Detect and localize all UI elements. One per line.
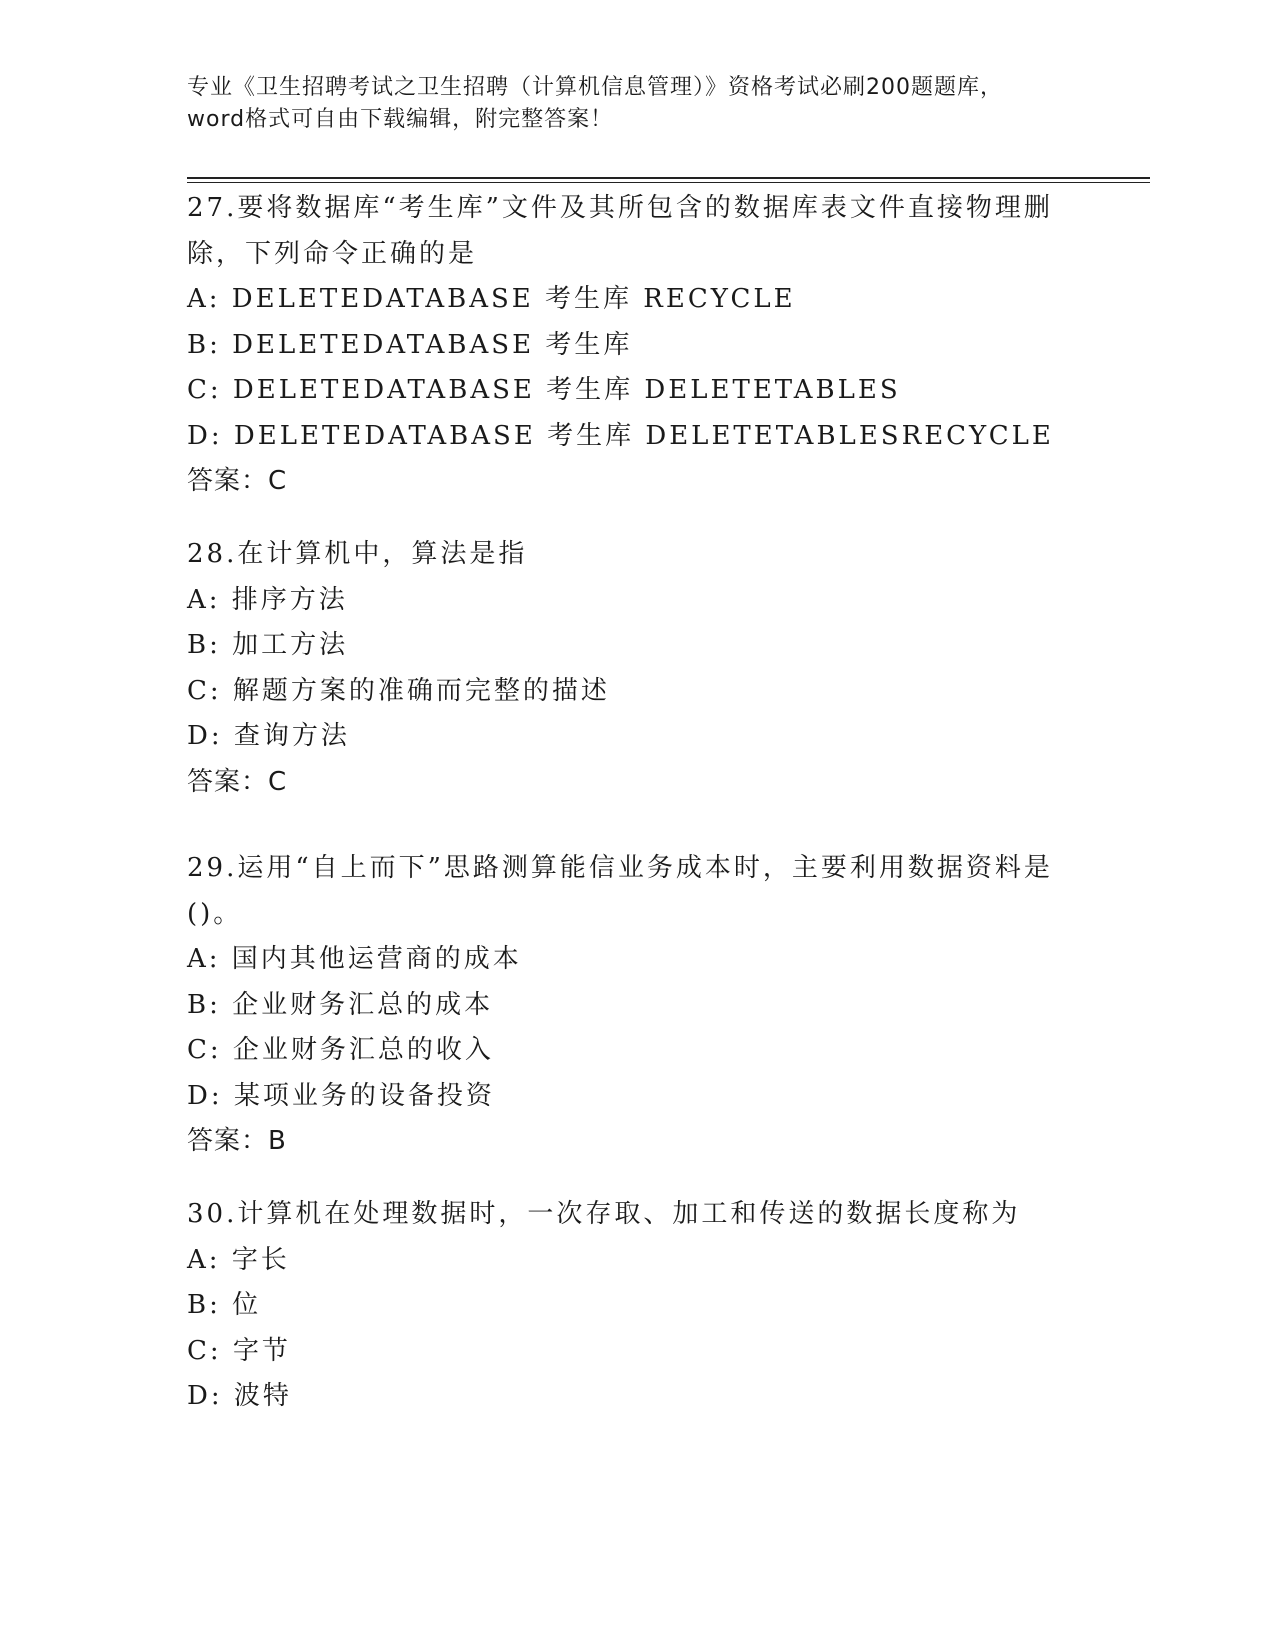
option-b: B: DELETEDATABASE 考生库	[187, 329, 633, 360]
header-divider-thin	[187, 182, 1150, 183]
question-29	[187, 846, 1087, 1165]
option-d: D: 某项业务的设备投资	[187, 1080, 495, 1111]
answer-value: C	[268, 766, 288, 797]
option-a: A: 国内其他运营商的成本	[187, 944, 522, 974]
answer-label: 答案：	[187, 1126, 269, 1156]
header-title-line-1: 专业《卫生招聘考试之卫生招聘（计算机信息管理）》资格考试必刷200题题库，	[187, 75, 1003, 100]
answer-label: 答案：	[187, 766, 269, 797]
answer-value: C	[268, 466, 288, 496]
option-a: A: 排序方法	[187, 584, 348, 615]
question-stem-line: 30.计算机在处理数据时，一次存取、加工和传送的数据长度称为	[187, 1199, 1021, 1229]
option-b: B: 加工方法	[187, 630, 349, 660]
question-stem-line: 29.运用“自上而下”思路测算能信业务成本时，主要利用数据资料是	[187, 853, 1053, 883]
option-a: A: 字长	[187, 1244, 290, 1275]
question-stem-line: ()。	[187, 898, 243, 929]
option-d: D: 查询方法	[187, 721, 350, 751]
question-30	[187, 1192, 1087, 1420]
option-b: B: 位	[187, 1290, 262, 1320]
option-a: A: DELETEDATABASE 考生库 RECYCLE	[187, 284, 796, 314]
question-stem-line: 27.要将数据库“考生库”文件及其所包含的数据库表文件直接物理删	[187, 193, 1053, 223]
option-c: C: 企业财务汇总的收入	[187, 1035, 494, 1065]
question-27	[187, 186, 1087, 505]
option-d: D: DELETEDATABASE 考生库 DELETETABLESRECYCLE	[187, 420, 1054, 451]
header-divider-thick	[187, 177, 1150, 179]
question-stem-line: 除，下列命令正确的是	[187, 238, 478, 269]
answer-line	[187, 760, 1087, 806]
question-28	[187, 532, 1087, 805]
option-c: C: DELETEDATABASE 考生库 DELETETABLES	[187, 375, 901, 405]
answer-value: B	[268, 1126, 287, 1156]
answer-label: 答案：	[187, 466, 269, 496]
document-header	[187, 72, 1087, 136]
answer-line	[187, 1119, 1087, 1165]
option-d: D: 波特	[187, 1381, 292, 1411]
option-c: C: 字节	[187, 1335, 291, 1366]
header-title-line-2: word格式可自由下载编辑，附完整答案！	[187, 107, 614, 132]
question-stem-line: 28.在计算机中，算法是指	[187, 539, 528, 569]
answer-line	[187, 459, 1087, 505]
option-c: C: 解题方案的准确而完整的描述	[187, 675, 610, 706]
option-b: B: 企业财务汇总的成本	[187, 989, 494, 1020]
